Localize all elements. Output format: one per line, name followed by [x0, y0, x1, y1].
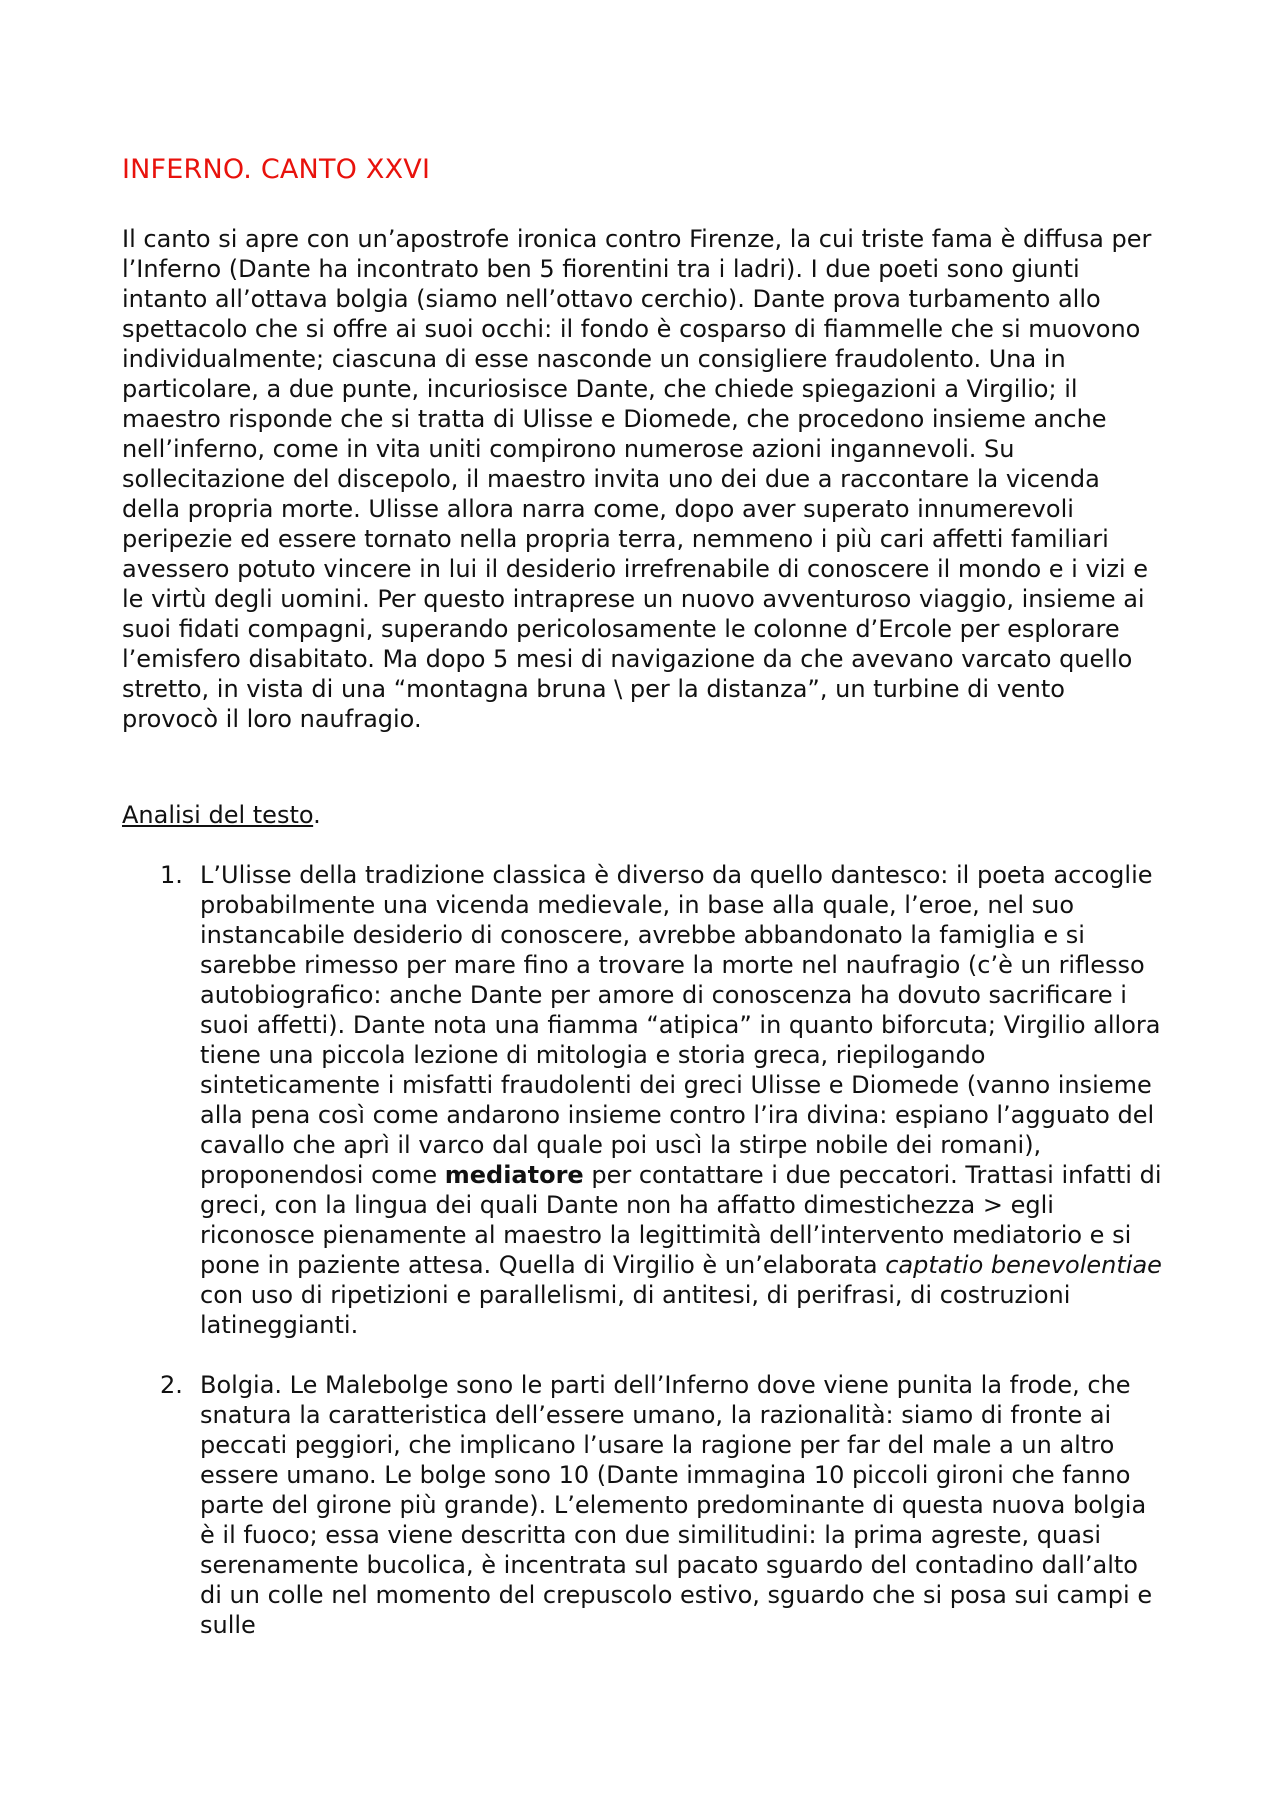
list-item-number: 2.	[160, 1371, 183, 1399]
analysis-list	[122, 860, 1162, 1640]
list-item-text-part: con uso di ripetizioni e parallelismi, di antitesi, di perifrasi, di costruzioni latineggianti.	[200, 1281, 1071, 1339]
list-item-text-part: L’Ulisse della tradizione classica è diverso da quello dantesco: il poeta accoglie probabilmente una vicenda medievale, in base alla quale, l’eroe, nel suo instancabile desiderio di conoscere, avrebbe abbandonato la famiglia e si sarebbe rimesso per mare fino a trovare la morte nel naufragio (c’è un riflesso autobiografico: anche Dante per amore di conoscenza ha dovuto sacrificare i suoi affetti). Dante nota una fiamma “atipica” in quanto biforcuta; Virgilio allora tiene una piccola lezione di mitologia e storia greca, riepilogando sinteticamente i misfatti fraudolenti dei greci Ulisse e Diomede (vanno insieme alla pena così come andarono insieme contro l’ira divina: espiano l’agguato del cavallo che aprì il varco dal quale poi uscì la stirpe nobile dei romani), proponendosi come	[200, 861, 1161, 1189]
list-item-text-part: per contattare i due peccatori. Trattasi infatti di greci, con la lingua dei quali Dante non ha affatto dimestichezza > egli riconosce pienamente al maestro la legittimità dell’intervento mediatorio e si pone in paziente attesa. Quella di Virgilio è un’elaborata	[200, 1161, 1162, 1279]
list-item	[122, 860, 1162, 1340]
analysis-heading-suffix: .	[313, 801, 321, 829]
bold-term-mediatore: mediatore	[444, 1161, 584, 1189]
list-item-text: Bolgia. Le Malebolge sono le parti dell’Inferno dove viene punita la frode, che snatura la caratteristica dell’essere umano, la razionalità: siamo di fronte ai peccati peggiori, che implicano l’usare la ragione per far del male a un altro essere umano. Le bolge sono 10 (Dante immagina 10 piccoli gironi che fanno parte del girone più grande). L’elemento predominante di questa nuova bolgia è il fuoco; essa viene descritta con due similitudini: la prima agreste, quasi serenamente bucolica, è incentrata sul pacato sguardo del contadino dall’alto di un colle nel momento del crepuscolo estivo, sguardo che si posa sui campi e sulle	[200, 1371, 1153, 1639]
analysis-heading	[122, 800, 321, 830]
list-item	[122, 1370, 1162, 1640]
intro-paragraph: Il canto si apre con un’apostrofe ironica contro Firenze, la cui triste fama è diffusa per l’Inferno (Dante ha incontrato ben 5 fiorentini tra i ladri). I due poeti sono giunti intanto all’ottava bolgia (siamo nell’ottavo cerchio). Dante prova turbamento allo spettacolo che si offre ai suoi occhi: il fondo è cosparso di fiammelle che si muovono individualmente; ciascuna di esse nasconde un consigliere fraudolento. Una in particolare, a due punte, incuriosisce Dante, che chiede spiegazioni a Virgilio; il maestro risponde che si tratta di Ulisse e Diomede, che procedono insieme anche nell’inferno, come in vita uniti compirono numerose azioni ingannevoli. Su sollecitazione del discepolo, il maestro invita uno dei due a raccontare la vicenda della propria morte. Ulisse allora narra come, dopo aver superato innumerevoli peripezie ed essere tornato nella propria terra, nemmeno i più cari affetti familiari avessero potuto vincere in lui il desiderio irrefrenabile di conoscere il mondo e i vizi e le virtù degli uomini. Per questo intraprese un nuovo avventuroso viaggio, insieme ai suoi fidati compagni, superando pericolosamente le colonne d’Ercole per esplorare l’emisfero disabitato. Ma dopo 5 mesi di navigazione da che avevano varcato quello stretto, in vista di una “montagna bruna \ per la distanza”, un turbine di vento provocò il loro naufragio.	[122, 225, 1152, 733]
document-title: INFERNO. CANTO XXVI	[122, 154, 431, 185]
list-item-number: 1.	[160, 861, 183, 889]
italic-term-captatio: captatio benevolentiae	[885, 1251, 1162, 1279]
list-item-text	[200, 860, 1162, 1340]
analysis-heading-text: Analisi del testo	[122, 801, 314, 829]
